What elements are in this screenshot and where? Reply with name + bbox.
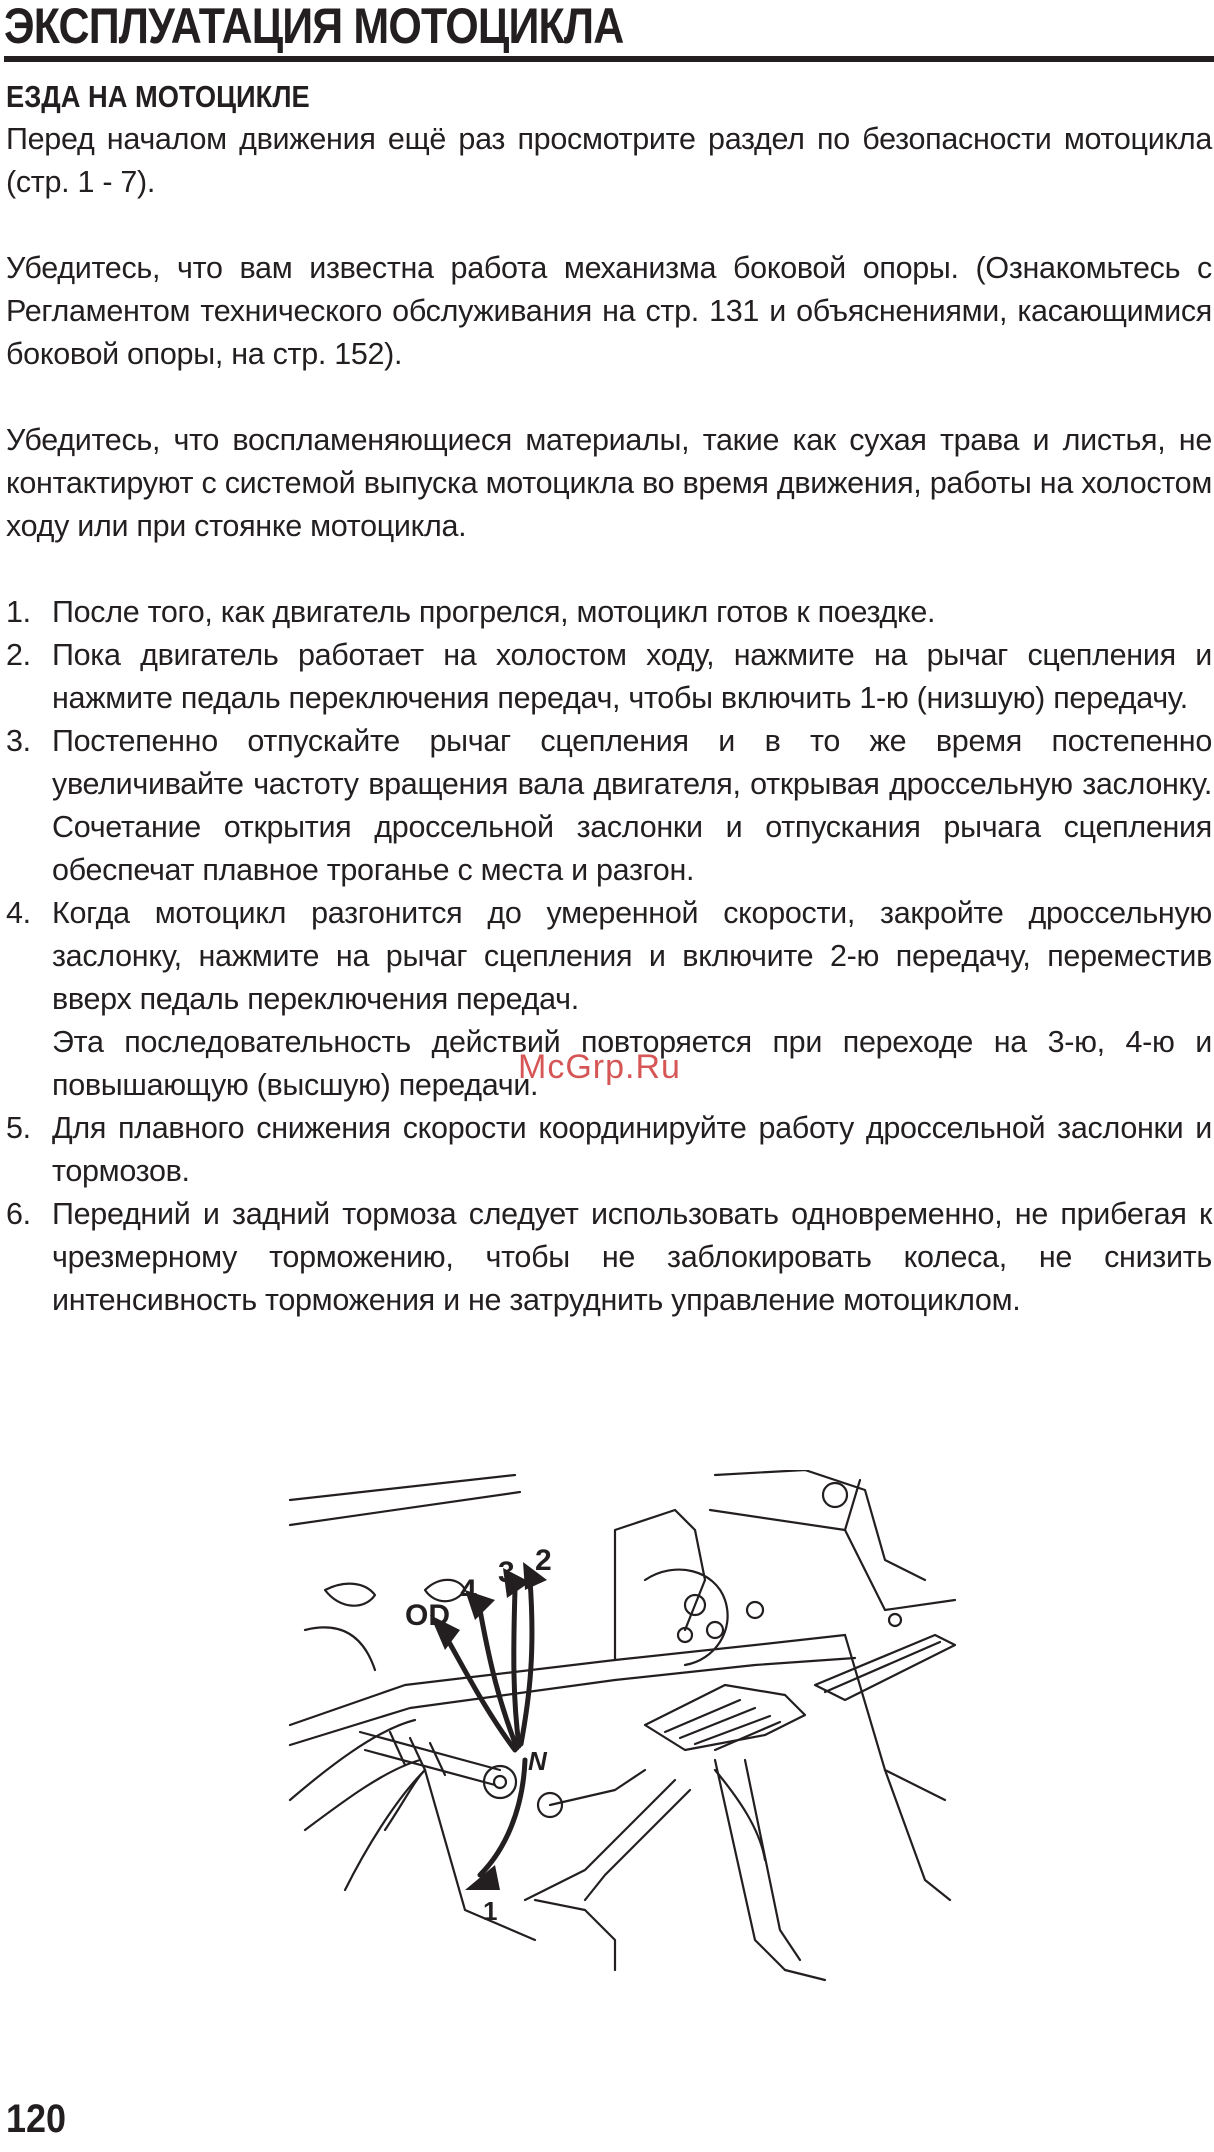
step-number: 6. bbox=[6, 1197, 31, 1231]
step-note: Эта последовательность действий повторяется при переходе на 3-ю, 4-ю и повышающую (высшую) передачи. bbox=[52, 1025, 1212, 1102]
step-text: Пока двигатель работает на холостом ходу, нажмите на рычаг сцепления и нажмите педаль переключения передач, чтобы включить 1-ю (низшую) передачу. bbox=[52, 638, 1212, 715]
section-title: ЕЗДА НА МОТОЦИКЛЕ bbox=[6, 79, 310, 114]
gear-label-od: OD bbox=[405, 1599, 450, 1632]
step-item bbox=[6, 1107, 1212, 1193]
page-content bbox=[6, 75, 1212, 1322]
step-number: 4. bbox=[6, 896, 31, 930]
step-text: Для плавного снижения скорости координируйте работу дроссельной заслонки и тормозов. bbox=[52, 1111, 1212, 1188]
gear-label-1: 1 bbox=[483, 1896, 498, 1926]
step-text: После того, как двигатель прогрелся, мотоцикл готов к поездке. bbox=[52, 595, 936, 629]
step-text: Передний и задний тормоза следует использовать одновременно, не прибегая к чрезмерному торможению, чтобы не заблокировать колеса, не снизить интенсивность торможения и не затруднить управление мотоциклом. bbox=[52, 1197, 1212, 1317]
step-number: 2. bbox=[6, 638, 31, 672]
step-item bbox=[6, 720, 1212, 892]
gear-label-2: 2 bbox=[535, 1544, 552, 1577]
watermark: McGrp.Ru bbox=[518, 1048, 681, 1086]
page-title: ЭКСПЛУАТАЦИЯ МОТОЦИКЛА bbox=[4, 0, 624, 54]
step-item bbox=[6, 591, 1212, 634]
gear-label-neutral: N bbox=[528, 1746, 547, 1776]
step-number: 5. bbox=[6, 1111, 31, 1145]
paragraph-side-stand: Убедитесь, что вам известна работа механизма боковой опоры. (Ознакомьтесь с Регламентом технического обслуживания на стр. 131 и объяснениями, касающимися боковой опоры, на стр. 152). bbox=[6, 251, 1212, 371]
step-number: 3. bbox=[6, 724, 31, 758]
gear-shift-illustration bbox=[285, 1470, 965, 1990]
gear-label-4: 4 bbox=[460, 1574, 477, 1607]
step-number: 1. bbox=[6, 595, 31, 629]
step-text: Постепенно отпускайте рычаг сцепления и в то же время постепенно увеличивайте частоту вращения вала двигателя, открывая дроссельную заслонку. Сочетание открытия дроссельной заслонки и отпускания рычага сцепления обеспечат плавное троганье с места и разгон. bbox=[52, 724, 1212, 887]
step-text: Когда мотоцикл разгонится до умеренной скорости, закройте дроссельную заслонку, нажмите на рычаг сцепления и включите 2-ю передачу, переместив вверх педаль переключения передач. bbox=[52, 896, 1212, 1016]
steps-list bbox=[6, 591, 1212, 1322]
step-item bbox=[6, 634, 1212, 720]
paragraph-flammable: Убедитесь, что воспламеняющиеся материалы, такие как сухая трава и листья, не контактируют с системой выпуска мотоцикла во время движения, работы на холостом ходу или при стоянке мотоцикла. bbox=[6, 423, 1212, 543]
gear-label-3: 3 bbox=[498, 1556, 515, 1589]
gear-shift-drawing bbox=[285, 1470, 965, 1990]
step-item bbox=[6, 1193, 1212, 1322]
page-header bbox=[4, 0, 1214, 62]
page-number: 120 bbox=[6, 2097, 67, 2141]
paragraph-safety: Перед началом движения ещё раз просмотрите раздел по безопасности мотоцикла (стр. 1 - 7). bbox=[6, 122, 1212, 199]
